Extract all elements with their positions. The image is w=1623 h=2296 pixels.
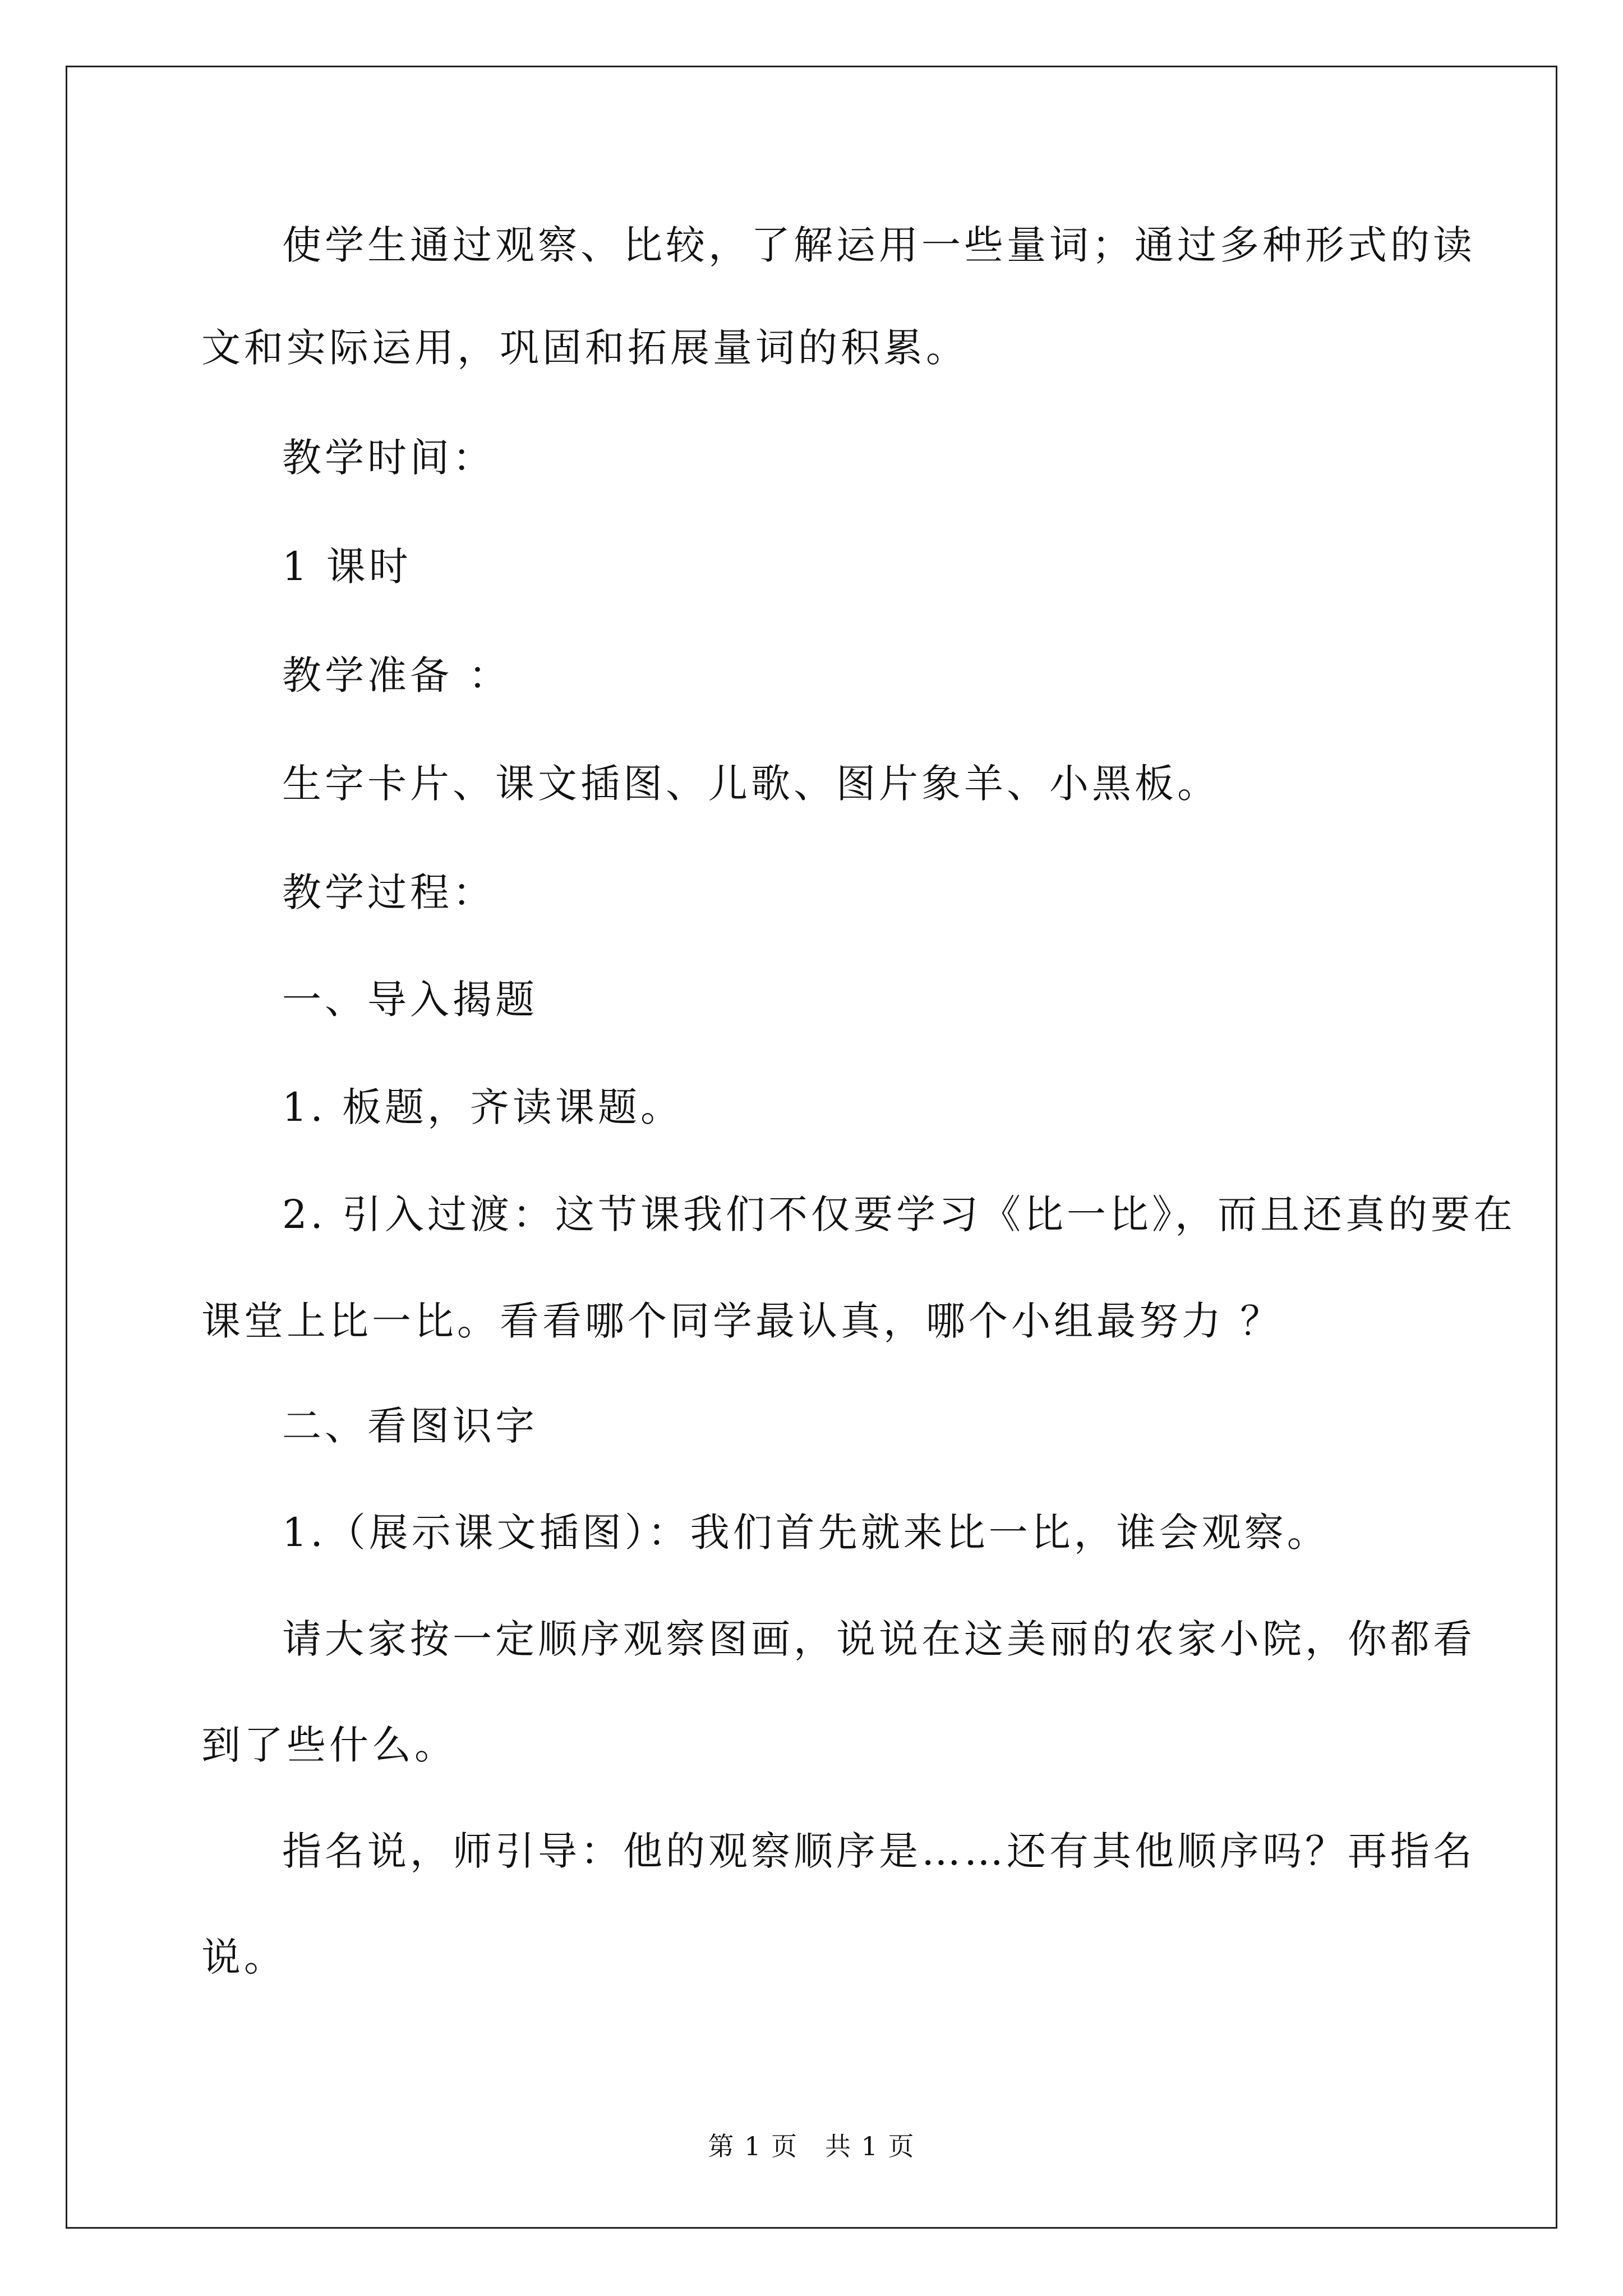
page-number-footer: 第 1 页 共 1 页 xyxy=(708,2131,915,2161)
list-item-1: 1. 板题，齐读课题。 xyxy=(282,1084,684,1130)
list-item-2-line-1: 2. 引入过渡：这节课我们不仅要学习《比一比》，而且还真的要在 xyxy=(282,1191,1516,1237)
paragraph-objective-line-2: 文和实际运用，巩固和拓展量词的积累。 xyxy=(201,325,969,371)
page-border xyxy=(66,66,1557,2229)
teaching-time-heading: 教学时间： xyxy=(282,435,495,481)
paragraph-guide-line-1: 指名说，师引导：他的观察顺序是……还有其他顺序吗？再指名 xyxy=(282,1828,1476,1874)
teaching-prep-value: 生字卡片、课文插图、儿歌、图片象羊、小黑板。 xyxy=(282,761,1220,807)
paragraph-objective-line-1: 使学生通过观察、比较，了解运用一些量词；通过多种形式的读 xyxy=(282,222,1476,268)
teaching-process-heading: 教学过程： xyxy=(282,869,495,915)
teaching-prep-heading: 教学准备 ： xyxy=(282,652,511,698)
section-heading-1: 一、导入揭题 xyxy=(282,977,538,1023)
teaching-time-value: 1 课时 xyxy=(282,544,412,590)
list-item-3: 1.（展示课文插图）：我们首先就来比一比，谁会观察。 xyxy=(282,1510,1330,1556)
paragraph-observe-line-1: 请大家按一定顺序观察图画，说说在这美丽的农家小院，你都看 xyxy=(282,1616,1476,1662)
paragraph-observe-line-2: 到了些什么。 xyxy=(201,1722,457,1768)
paragraph-guide-line-2: 说。 xyxy=(201,1934,287,1980)
list-item-2-line-2: 课堂上比一比。看看哪个同学最认真，哪个小组最努力 ？ xyxy=(201,1298,1283,1344)
section-heading-2: 二、看图识字 xyxy=(282,1403,538,1449)
